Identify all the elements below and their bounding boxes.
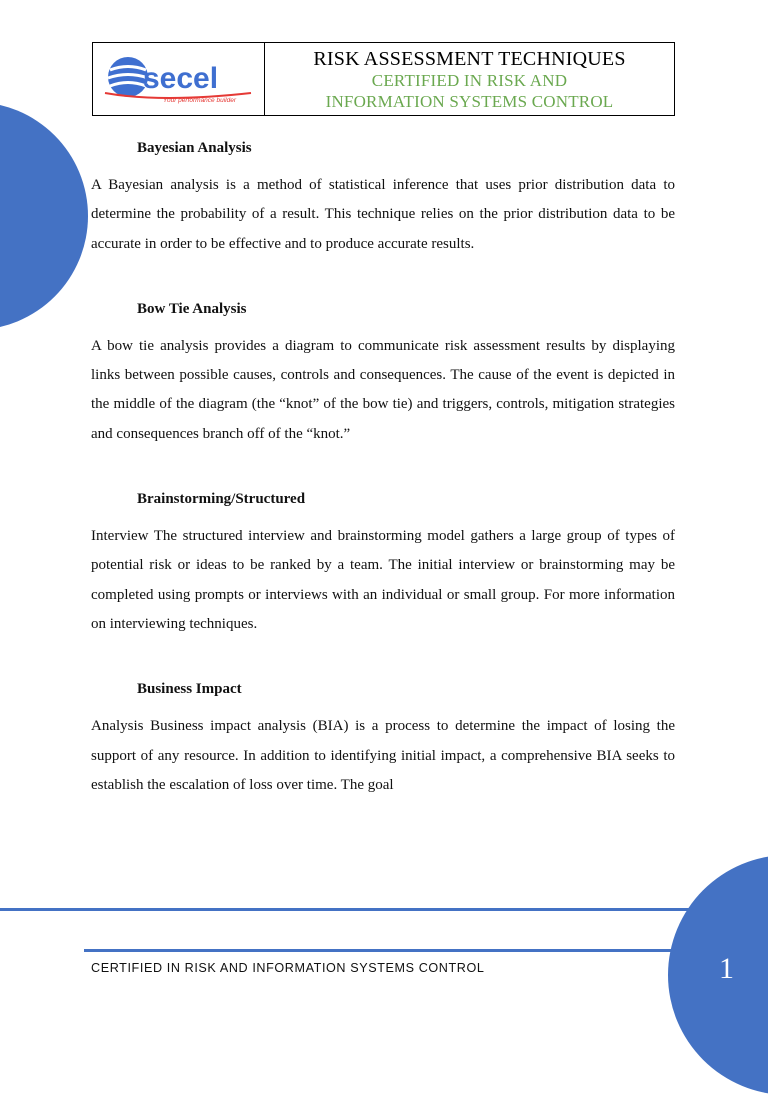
page-number: 1 [719, 952, 734, 985]
title-cell [265, 43, 674, 115]
secel-logo [101, 51, 259, 109]
section-heading: Business Impact [137, 681, 242, 698]
decorative-corner-circle [668, 855, 768, 1095]
section-heading: Bow Tie Analysis [137, 300, 247, 317]
section-paragraph: Analysis Business impact analysis (BIA) is a process to determine the impact of losing the support of any resource. In addition to identifying initial impact, a comprehensive BIA seeks to establish the escalation of loss over time. The goal [91, 718, 675, 793]
logo-cell [93, 43, 265, 115]
document-subtitle-line-1: CERTIFIED IN RISK AND [371, 70, 568, 90]
footer-text: CERTIFIED IN RISK AND INFORMATION SYSTEMS CONTROL [91, 961, 485, 975]
section-paragraph: Interview The structured interview and brainstorming model gathers a large group of types of potential risk or ideas to be ranked by a team. The initial interview or brainstorming may be completed using prompts or interviews with an individual or small group. For more information on interviewing techniques. [91, 528, 675, 632]
document-title: RISK ASSESSMENT TECHNIQUES [313, 47, 626, 70]
section-paragraph: A bow tie analysis provides a diagram to communicate risk assessment results by displaying links between possible causes, controls and consequences. The cause of the event is depicted in the middle of the diagram (the “knot” of the bow tie) and triggers, controls, mitigation strategies and consequences branch off of the “knot.” [91, 337, 675, 442]
logo-tagline: Your performance builder [163, 97, 236, 104]
footer-rule-top [0, 908, 701, 911]
footer-rule-bottom [84, 949, 685, 952]
document-body [91, 134, 675, 800]
logo-wordmark: secel [143, 62, 219, 95]
decorative-left-circle [0, 102, 88, 330]
section-heading: Bayesian Analysis [137, 140, 252, 156]
document-header [92, 42, 675, 116]
section-paragraph: A Bayesian analysis is a method of statistical inference that uses prior distribution data to determine the probability of a result. This technique relies on the prior distribution data to be accurate in order to be effective and to produce accurate results. [91, 177, 675, 252]
section-heading: Brainstorming/Structured [137, 491, 306, 508]
document-subtitle-line-2: INFORMATION SYSTEMS CONTROL [325, 91, 614, 111]
